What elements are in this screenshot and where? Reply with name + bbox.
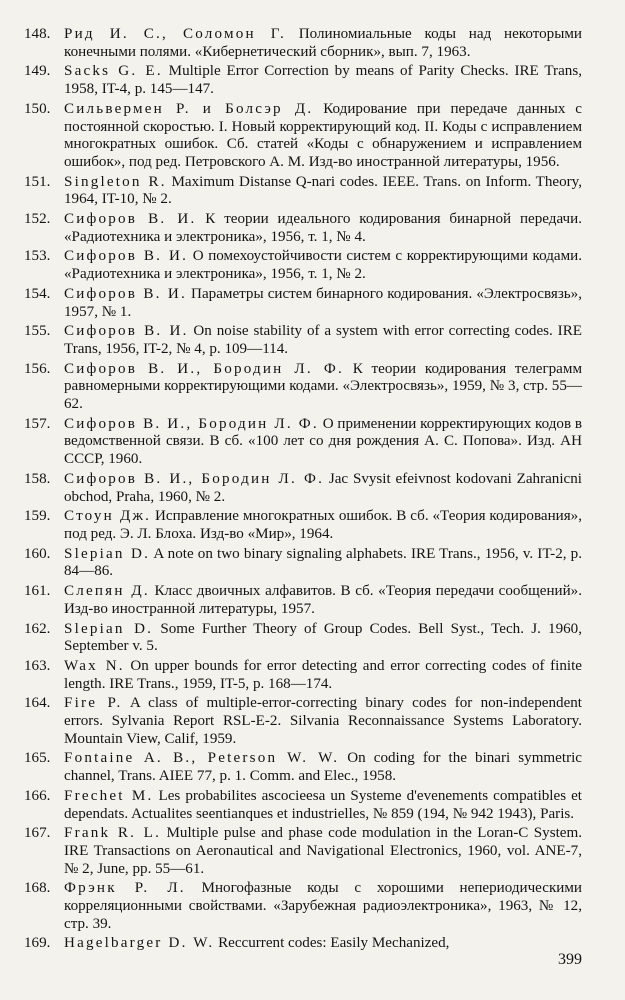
- reference-author: Рид И. С., Соломон Г.: [64, 26, 286, 42]
- reference-entry: [24, 471, 582, 506]
- bibliography-list: [24, 26, 582, 955]
- reference-number: 160.: [24, 545, 51, 562]
- reference-author: Сифоров В. И.: [64, 285, 187, 302]
- reference-author: Слепян Д.: [64, 583, 150, 600]
- reference-number: 155.: [24, 323, 51, 340]
- reference-number: 152.: [24, 211, 51, 228]
- reference-number: 151.: [24, 173, 51, 190]
- reference-text: К теории идеального кодирования бинарной передачи. «Радиотехника и электроника», 1956, т. 1, № 4.: [64, 211, 582, 245]
- page-number: 399: [558, 951, 582, 968]
- reference-entry: [24, 750, 582, 785]
- reference-entry: [24, 26, 582, 61]
- reference-text: Класс двоичных алфавитов. В сб. «Теория передачи сообщений». Изд-во иностранной литературы, 1957.: [64, 583, 582, 617]
- reference-entry: [24, 658, 582, 693]
- reference-entry: [24, 788, 582, 823]
- reference-number: 166.: [24, 787, 51, 804]
- reference-entry: [24, 248, 582, 283]
- reference-author: Сифоров В. И., Бородин Л. Ф.: [64, 470, 325, 487]
- reference-author: Wax N.: [64, 657, 125, 674]
- reference-author: Frechet M.: [64, 787, 154, 804]
- reference-number: 159.: [24, 508, 51, 525]
- reference-text: Многофазные коды с хорошими непериодическими корреляционными свойствами. «Зарубежная радиоэлектроника», 1963, № 12, стр. 39.: [64, 880, 582, 932]
- reference-text: Some Further Theory of Group Codes. Bell Syst., Tech. J. 1960, September v. 5.: [64, 620, 582, 655]
- reference-text: Полиномиальные коды над некоторыми конечными полями. «Кибернетический сборник», вып. 7, 1963.: [64, 26, 582, 60]
- reference-text: Кодирование при передаче данных с постоянной скоростью. I. Новый корректирующий код. II. Коды с исправлением многократных ошибок. Сб. статей «Коды с обнаружением и исправлением ошибок», под ред. Петровского А. М. Изд-во иностранной литературы, 1956.: [64, 100, 583, 170]
- reference-number: 156.: [24, 360, 51, 377]
- reference-text: Исправление многократных ошибок. В сб. «Теория кодирования», под ред. Э. Л. Блоха. Изд-во «Мир», 1964.: [64, 508, 582, 542]
- reference-author: Сифоров В. И.: [64, 248, 189, 265]
- reference-number: 169.: [24, 935, 51, 952]
- reference-number: 154.: [24, 285, 51, 302]
- reference-number: 157.: [24, 415, 51, 432]
- reference-author: Сифоров В. И.: [64, 211, 197, 228]
- reference-number: 162.: [24, 620, 51, 637]
- reference-number: 158.: [24, 470, 51, 487]
- reference-text: Multiple pulse and phase code modulation in the Loran-C System. IRE Transactions on Aeronautical and Navigational Electronics, 1960, vol. ANE-7, № 2, June, pp. 55—61.: [64, 825, 582, 877]
- reference-text: A note on two binary signaling alphabets. IRE Trans., 1956, v. IT-2, p. 84—86.: [64, 545, 582, 580]
- reference-author: Slepian D.: [64, 545, 151, 562]
- reference-author: Сильвермен Р. и Болсэр Д.: [64, 100, 314, 117]
- reference-author: Singleton R.: [64, 173, 167, 190]
- reference-text: О помехоустойчивости систем с корректирующими кодами. «Радиотехника и электроника», 1956, т. 1, № 2.: [64, 248, 582, 283]
- reference-entry: [24, 361, 582, 414]
- reference-entry: [24, 695, 582, 748]
- reference-entry: [24, 825, 582, 878]
- reference-number: 153.: [24, 248, 51, 265]
- reference-number: 167.: [24, 825, 51, 842]
- reference-entry: [24, 286, 582, 321]
- reference-text: On noise stability of a system with error correcting codes. IRE Trans, 1956, IT-2, № 4, p. 109—114.: [64, 323, 582, 357]
- reference-number: 168.: [24, 880, 51, 897]
- reference-entry: [24, 546, 582, 581]
- reference-number: 165.: [24, 750, 51, 767]
- reference-text: On upper bounds for error detecting and error correcting codes of finite length. IRE Trans., 1959, IT-5, p. 168—174.: [64, 657, 582, 692]
- reference-author: Сифоров В. И., Бородин Л. Ф.: [64, 360, 344, 377]
- reference-number: 163.: [24, 657, 51, 674]
- reference-text: Jac Svysit efeivnost kodovani Zahranicni obchod, Praha, 1960, № 2.: [64, 470, 582, 505]
- reference-text: Les probabilites ascocieesa un Systeme d'evenements compatibles et dependats. Actualites seentianques et industrielles, № 859 (194, № 942 1943), Paris.: [64, 787, 582, 822]
- reference-entry: [24, 101, 582, 172]
- reference-text: К теории кодирования телеграмм равномерными корректирующими кодами. «Электросвязь», 1959, № 3, стр. 55—62.: [64, 360, 582, 413]
- reference-author: Сифоров В. И., Бородин Л. Ф.: [64, 415, 319, 432]
- reference-entry: [24, 323, 582, 358]
- reference-number: 149.: [24, 63, 51, 80]
- reference-author: Стоун Дж.: [64, 508, 152, 525]
- reference-author: Fontaine A. B., Peterson W. W.: [64, 750, 340, 767]
- reference-author: Hagelbarger D. W.: [64, 935, 215, 952]
- reference-author: Fire P.: [64, 695, 123, 712]
- reference-entry: [24, 211, 582, 246]
- reference-text: Maximum Distanse Q-nari codes. IEEE. Trans. on Inform. Theory, 1964, IT-10, № 2.: [64, 173, 582, 208]
- reference-author: Сифоров В. И.: [64, 323, 189, 340]
- reference-author: Frank R. L.: [64, 825, 162, 842]
- reference-number: 164.: [24, 695, 51, 712]
- reference-entry: [24, 174, 582, 209]
- reference-text: Параметры систем бинарного кодирования. «Электросвязь», 1957, № 1.: [64, 285, 582, 320]
- reference-text: О применении корректирующих кодов в ведомственной связи. В сб. «100 лет со дня рождения А. С. Попова». Изд. АН СССР, 1960.: [64, 415, 582, 468]
- reference-number: 148.: [24, 26, 51, 42]
- reference-text: On coding for the binari symmetric channel, Trans. AIEE 77, p. 1. Comm. and Elec., 1958.: [64, 750, 582, 785]
- reference-number: 150.: [24, 100, 51, 117]
- reference-entry: [24, 583, 582, 618]
- reference-text: Multiple Error Correction by means of Parity Checks. IRE Trans, 1958, IT-4, p. 145—147.: [64, 63, 582, 98]
- reference-text: A class of multiple-error-correcting binary codes for non-independent errors. Sylvania Report RSL-E-2. Silvania Reconnaissance Systems Laboratory. Mountain View, Calif, 1959.: [64, 695, 583, 747]
- reference-author: Sacks G. E.: [64, 63, 163, 80]
- reference-entry: [24, 63, 582, 98]
- reference-author: Slepian D.: [64, 620, 154, 637]
- reference-entry: [24, 880, 582, 933]
- reference-author: Фрэнк Р. Л.: [64, 880, 186, 897]
- reference-entry: [24, 935, 582, 953]
- reference-entry: [24, 416, 582, 469]
- reference-entry: [24, 508, 582, 543]
- reference-number: 161.: [24, 583, 51, 600]
- reference-entry: [24, 621, 582, 656]
- reference-text: Reccurrent codes: Easily Mechanized,: [214, 935, 450, 952]
